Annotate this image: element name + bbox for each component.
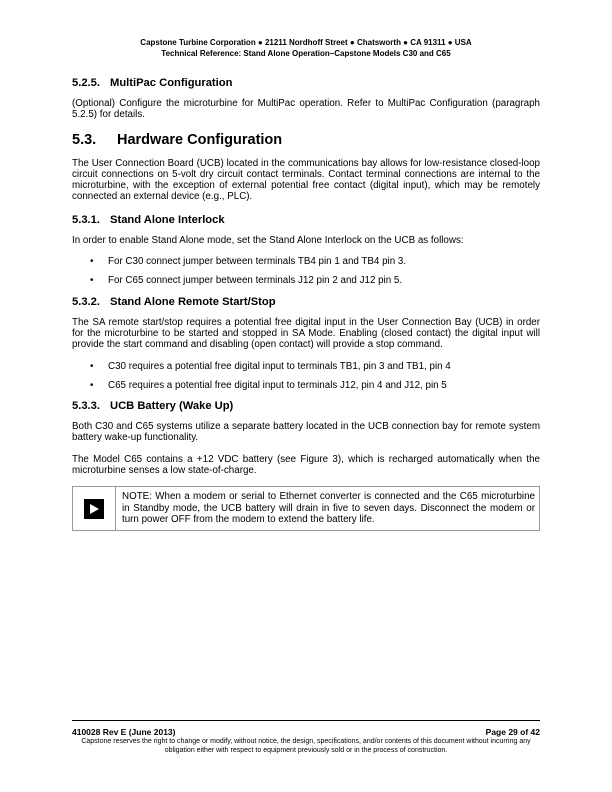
section-number: 5.3.1. bbox=[72, 213, 100, 226]
document-id: 410028 Rev E (June 2013) bbox=[72, 727, 176, 737]
note-text: NOTE: When a modem or serial to Ethernet converter is connected and the C65 microturbine in Standby mode, the UCB battery will drain in five to seven days. Disconnect the modem or turn power OFF from the modem to extend the battery life. bbox=[122, 491, 535, 525]
list-item-text: For C30 connect jumper between terminals TB4 pin 1 and TB4 pin 3. bbox=[108, 256, 407, 268]
list-item-text: C65 requires a potential free digital input to terminals J12, pin 4 and J12, pin 5 bbox=[108, 379, 447, 391]
paragraph-battery-2: The Model C65 contains a +12 VDC battery (see Figure 3), which is recharged automatically when the microturbine senses a low state-of-charge. bbox=[72, 453, 540, 477]
list-item bbox=[72, 361, 540, 372]
footer-disclaimer: Capstone reserves the right to change or modify, without notice, the design, specifications, and/or contents of this document without incurring any obligation either with respect to equipment previously sold or in the process of construction. bbox=[81, 738, 531, 754]
page-header bbox=[0, 37, 612, 59]
section-title: Stand Alone Interlock bbox=[110, 213, 225, 226]
page-footer bbox=[72, 720, 540, 755]
paragraph-battery-1: Both C30 and C65 systems utilize a separate battery located in the UCB connection bay for remote system battery wake-up functionality. bbox=[72, 421, 540, 444]
note-icon-cell bbox=[73, 487, 116, 530]
list-item-text: C30 requires a potential free digital input to terminals TB1, pin 3 and TB1, pin 4 bbox=[108, 360, 451, 372]
section-title: Hardware Configuration bbox=[117, 131, 283, 148]
paragraph-remote: The SA remote start/stop requires a potential free digital input in the User Connection Bay (UCB) in order for the microturbine to be started and stopped in SA Mode. Enabling (closed contact) the digital input will provide the start command and disabling (open contact) will provide a stop command. bbox=[72, 316, 540, 351]
footer-row bbox=[72, 727, 540, 737]
bullet-icon: • bbox=[90, 275, 94, 287]
header-line-reference: Technical Reference: Stand Alone Operation–Capstone Models C30 and C65 bbox=[161, 49, 451, 58]
section-title: Stand Alone Remote Start/Stop bbox=[110, 295, 276, 308]
bullet-icon: • bbox=[90, 379, 94, 391]
bullet-icon: • bbox=[90, 256, 94, 268]
list-item bbox=[72, 380, 540, 391]
section-heading-battery bbox=[72, 399, 540, 413]
arrow-right-icon bbox=[84, 499, 104, 519]
section-number: 5.2.5. bbox=[72, 77, 100, 89]
bullet-list-remote bbox=[72, 361, 540, 392]
page-number: Page 29 of 42 bbox=[485, 727, 540, 737]
page-content bbox=[72, 76, 540, 531]
section-number: 5.3.2. bbox=[72, 295, 100, 308]
section-heading-interlock bbox=[72, 213, 540, 227]
paragraph-hardware: The User Connection Board (UCB) located in the communications bay allows for low-resistance closed-loop circuit connections on 5-volt dry circuit contact terminals. Contact terminal connections are internal to the microturbine, with the exception of external potential free contact (digital input), which may be remotely connected an external device (e.g., PLC). bbox=[72, 157, 540, 203]
section-heading-hardware bbox=[72, 131, 540, 149]
note-box bbox=[72, 486, 540, 531]
bullet-list-interlock bbox=[72, 256, 540, 287]
section-heading-multipac bbox=[72, 76, 540, 90]
paragraph-interlock: In order to enable Stand Alone mode, set the Stand Alone Interlock on the UCB as follows: bbox=[72, 234, 464, 246]
bullet-icon: • bbox=[90, 360, 94, 372]
list-item bbox=[72, 256, 540, 267]
section-number: 5.3. bbox=[72, 131, 97, 148]
section-heading-remote bbox=[72, 295, 540, 309]
section-title: MultiPac Configuration bbox=[110, 77, 233, 89]
paragraph-multipac: (Optional) Configure the microturbine for MultiPac operation. Refer to MultiPac Configuration (paragraph 5.2.5) for details. bbox=[72, 98, 540, 121]
section-title: UCB Battery (Wake Up) bbox=[110, 400, 234, 413]
section-number: 5.3.3. bbox=[72, 400, 100, 413]
list-item-text: For C65 connect jumper between terminals J12 pin 2 and J12 pin 5. bbox=[108, 275, 403, 287]
list-item bbox=[72, 275, 540, 286]
header-line-company: Capstone Turbine Corporation ● 21211 Nordhoff Street ● Chatsworth ● CA 91311 ● USA bbox=[140, 38, 472, 47]
